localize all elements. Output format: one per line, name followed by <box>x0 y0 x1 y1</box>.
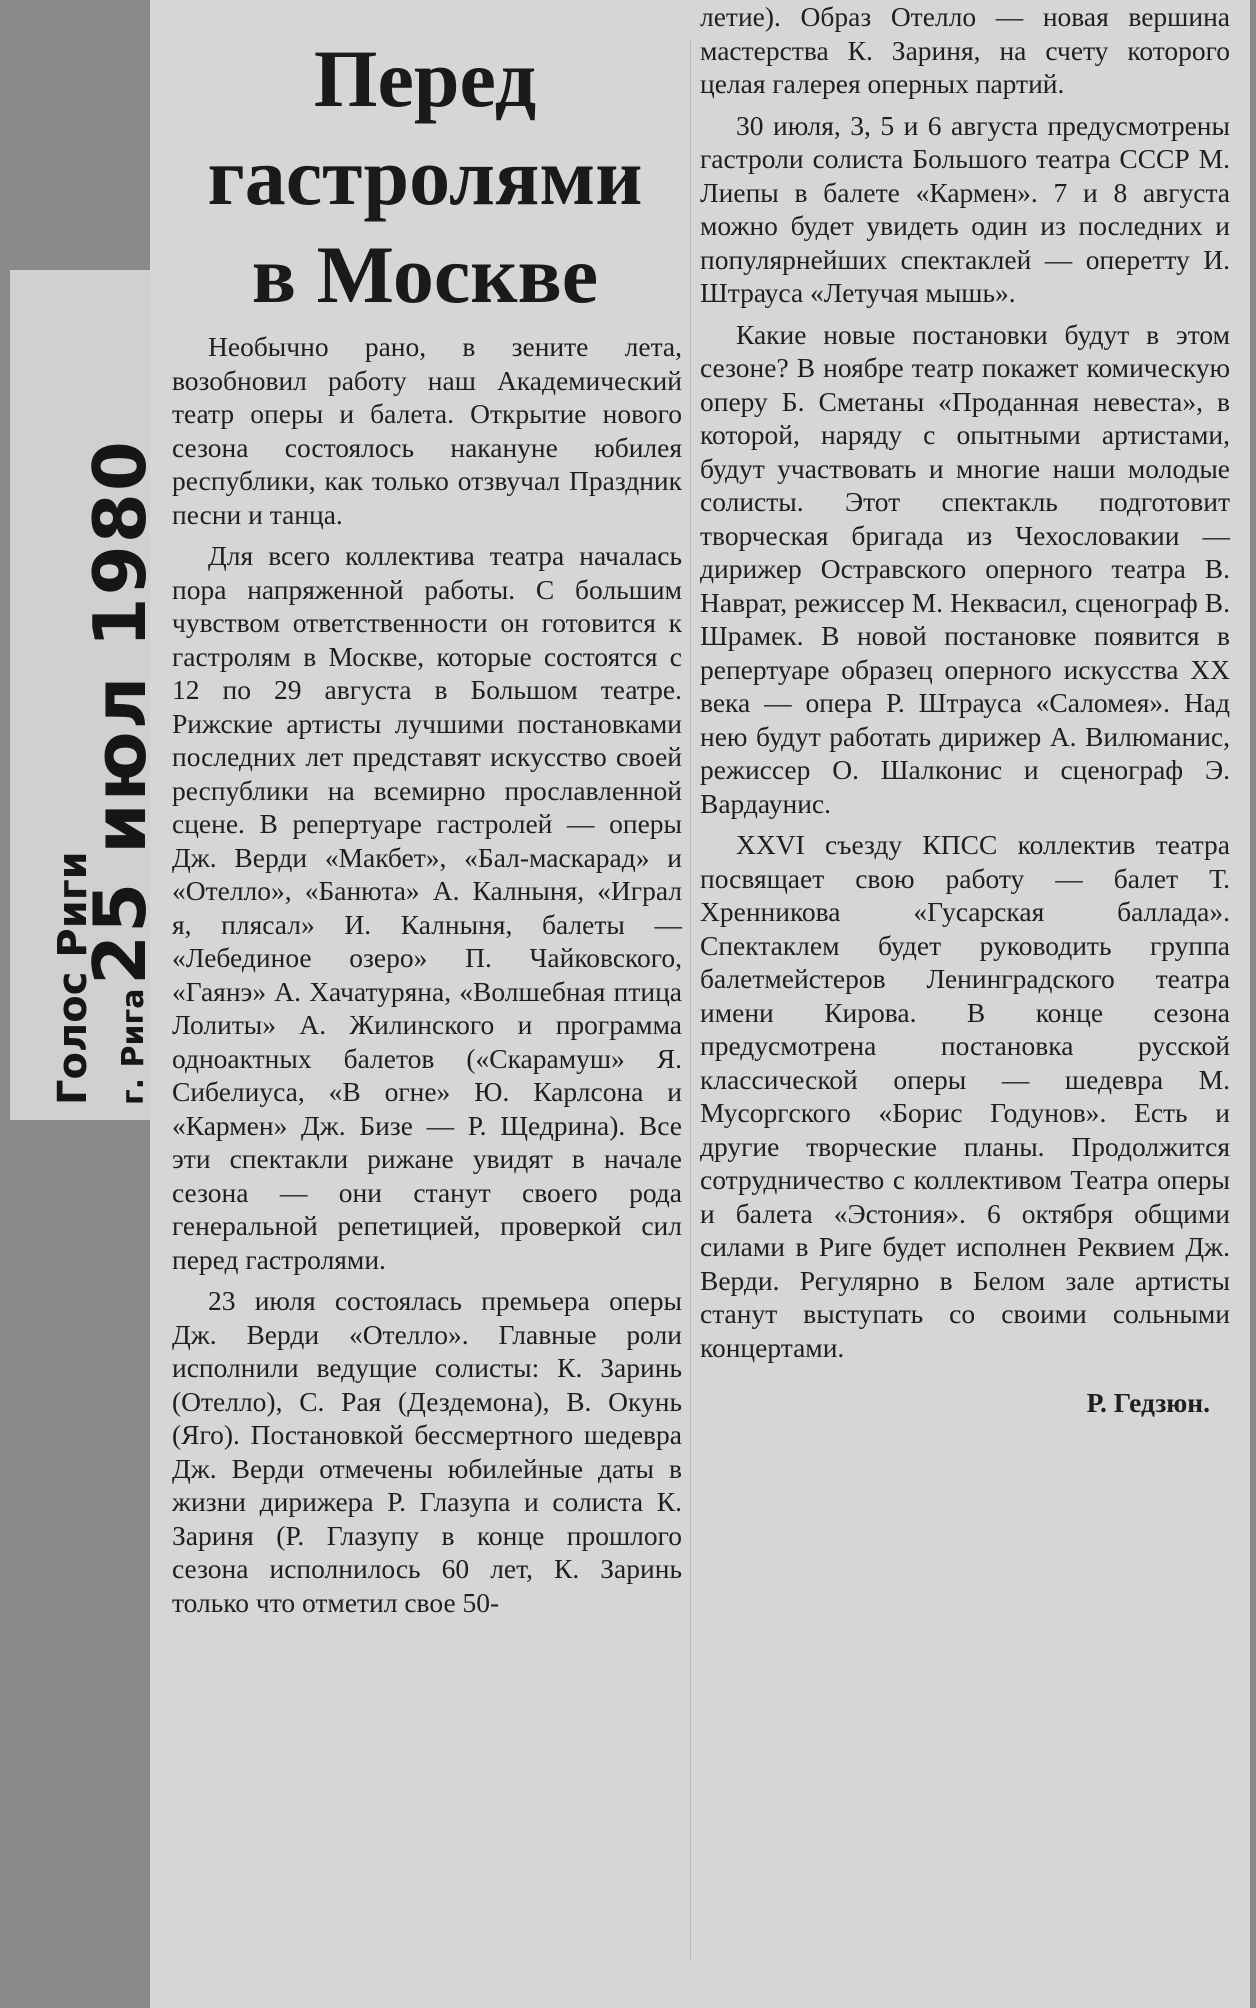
headline-line-2: гастролями <box>207 131 643 222</box>
article-paragraph: 30 июля, 3, 5 и 6 августа предусмотрены гастроли солиста Большого театра СССР М. Лиепы в балете «Кармен». 7 и 8 августа можно будет увидеть один из последних и популярнейших спектаклей — оперетту И. Штрауса «Летучая мышь». <box>700 109 1230 308</box>
article-paragraph: XXVI съезду КПСС коллектив театра посвящает свою работу — балет Т. Хренникова «Гусарская баллада». Спектаклем будет руководить группа балетмейстеров Ленинградского театра имени Кирова. В конце сезона предусмотрена постановка русской классической оперы — шедевра М. Мусоргского «Борис Годунов». Есть и другие творческие планы. Продолжится сотрудничество с коллективом Театра оперы и балета «Эстония». 6 октября общими силами в Риге будет исполнен Реквием Дж. Верди. Регулярно в Белом зале артисты станут выступать со своими сольными концертами. <box>700 829 1230 1363</box>
article-paragraph: Какие новые постановки будут в этом сезоне? В ноябре театр покажет комическую оперу Б. Сметаны «Проданная невеста», в которой, наряду с опытными артистами, будут участвовать и многие наши молодые солисты. Этот спектакль подготовит творческая бригада из Чехословакии — дирижер Остравского оперного театра В. Наврат, режиссер М. Неквасил, сценограф В. Шрамек. В новой постановке появится в репертуаре образец оперного искусства XX века — опера Р. Штрауса «Саломея». Над нею будут работать дирижер А. Вилюманис, режиссер О. Шалконис и сценограф Э. Вардаунис. <box>700 318 1230 819</box>
stamp-city: г. Рига <box>116 988 151 1105</box>
column-divider <box>690 40 691 1960</box>
stamp-date: 25 июл 1980 <box>78 439 162 985</box>
headline-line-3: в Москве <box>251 229 599 320</box>
article-column-right <box>700 0 1230 1428</box>
article-paragraph: летие). Образ Отелло — новая вершина мастерства К. Зариня, на счету которого целая галерея оперных партий. <box>700 1 1230 99</box>
stamp-newspaper-name: Голос Риги <box>50 851 96 1105</box>
archive-stamp <box>28 285 162 1105</box>
article-headline <box>165 30 685 324</box>
article-column-left <box>172 330 682 1627</box>
article-paragraph: 23 июля состоялась премьера оперы Дж. Верди «Отелло». Главные роли исполнили ведущие солисты: К. Заринь (Отелло), С. Рая (Дездемона), В. Окунь (Яго). Постановкой бессмертного шедевра Дж. Верди отмечены юбилейные даты в жизни дирижера Р. Глазупа и солиста К. Зариня (Р. Глазупу в конце прошлого сезона исполнилось 60 лет, К. Заринь только что отметил свое 50- <box>172 1285 682 1618</box>
article-paragraph: Для всего коллектива театра началась пора напряженной работы. С большим чувством ответственности он готовится к гастролям в Москве, которые состоятся с 12 по 29 августа в Большом театре. Рижские артисты лучшими постановками последних лет представят искусство своей республики на всемирно прославленной сцене. В репертуаре гастролей — оперы Дж. Верди «Макбет», «Бал-маскарад» и «Отелло», «Банюта» А. Калныня, «Играл я, плясал» И. Калныня, балеты — «Лебединое озеро» П. Чайковского, «Гаянэ» А. Хачатуряна, «Волшебная птица Лолиты» А. Жилинского и программа одноактных балетов («Скарамуш» Я. Сибелиуса, «В огне» Ю. Карлсона и «Кармен» Дж. Бизе — Р. Щедрина). Все эти спектакли рижане увидят в начале сезона — они станут своего рода генеральной репетицией, проверкой сил перед гастролями. <box>172 540 682 1275</box>
article-paragraph: Необычно рано, в зените лета, возобновил работу наш Академический театр оперы и балета. Открытие нового сезона состоялось накануне юбилея республики, как только отзвучал Праздник песни и танца. <box>172 331 682 530</box>
headline-line-1: Перед <box>313 33 537 124</box>
author-signature: Р. Гедзюн. <box>1086 1387 1210 1418</box>
